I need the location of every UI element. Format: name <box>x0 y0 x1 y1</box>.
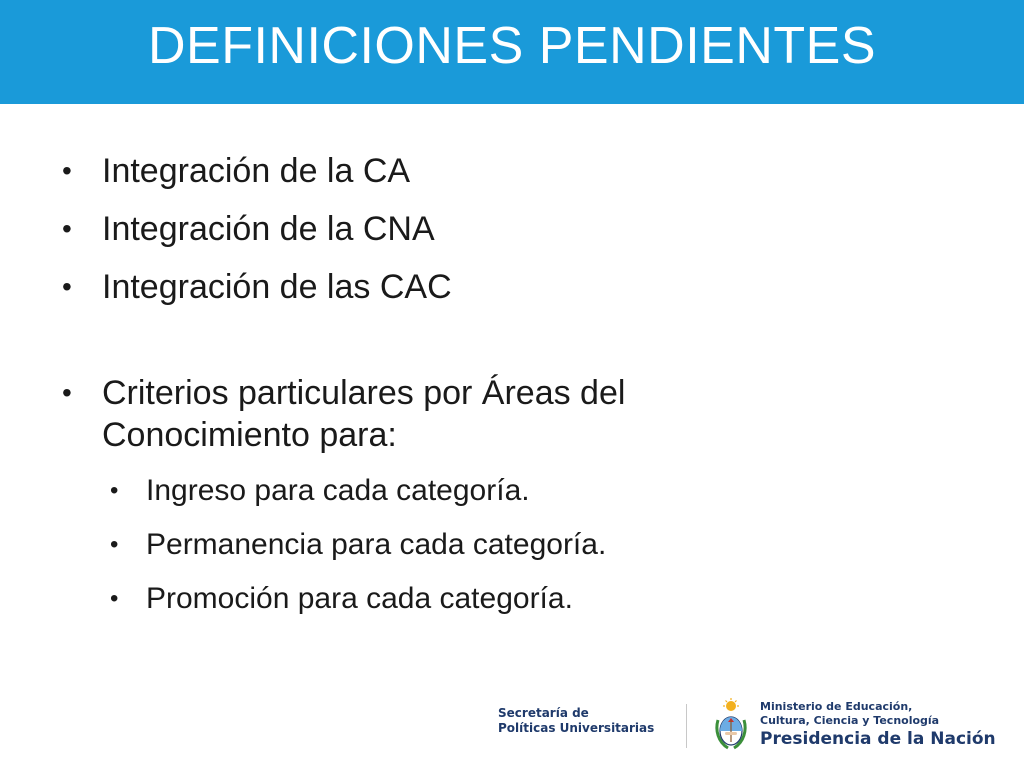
bullet-text-line1: Criterios particulares por Áreas del <box>102 374 626 412</box>
ministerio-line3: Presidencia de la Nación <box>760 729 996 749</box>
argentina-coat-of-arms-icon <box>714 698 748 750</box>
bullet-item <box>62 208 962 250</box>
bullet-item <box>62 266 962 308</box>
bullet-icon: • <box>62 271 72 302</box>
ministerio-line1: Ministerio de Educación, <box>760 700 913 713</box>
sub-bullet-text: Permanencia para cada categoría. <box>146 528 607 561</box>
footer-divider <box>686 704 687 748</box>
bullet-icon: • <box>62 155 72 186</box>
sub-bullet-text: Promoción para cada categoría. <box>146 582 573 615</box>
secretaria-line1: Secretaría de <box>498 706 589 720</box>
bullet-icon: • <box>62 377 72 408</box>
bullet-text: Integración de la CA <box>102 152 411 190</box>
bullet-item-criteria <box>62 372 962 456</box>
secretaria-line2: Políticas Universitarias <box>498 721 655 735</box>
sub-bullet-item <box>62 472 962 510</box>
bullet-text: Integración de las CAC <box>102 268 452 306</box>
sub-bullet-icon: • <box>110 585 119 612</box>
sub-bullet-text: Ingreso para cada categoría. <box>146 474 530 507</box>
spacer <box>62 324 962 372</box>
slide-title: DEFINICIONES PENDIENTES <box>147 17 877 75</box>
secretaria-logo-text <box>498 706 654 736</box>
sub-bullet-icon: • <box>110 477 119 504</box>
sub-bullet-icon: • <box>110 531 119 558</box>
bullet-item <box>62 150 962 192</box>
ministerio-logo-text <box>760 700 996 749</box>
bullet-icon: • <box>62 213 72 244</box>
sub-bullet-item <box>62 580 962 618</box>
bullet-text: Integración de la CNA <box>102 210 435 248</box>
slide-content <box>62 150 962 634</box>
sub-bullet-item <box>62 526 962 564</box>
title-bar <box>0 0 1024 104</box>
ministerio-line2: Cultura, Ciencia y Tecnología <box>760 714 940 727</box>
bullet-text-line2: Conocimiento para: <box>102 416 397 454</box>
